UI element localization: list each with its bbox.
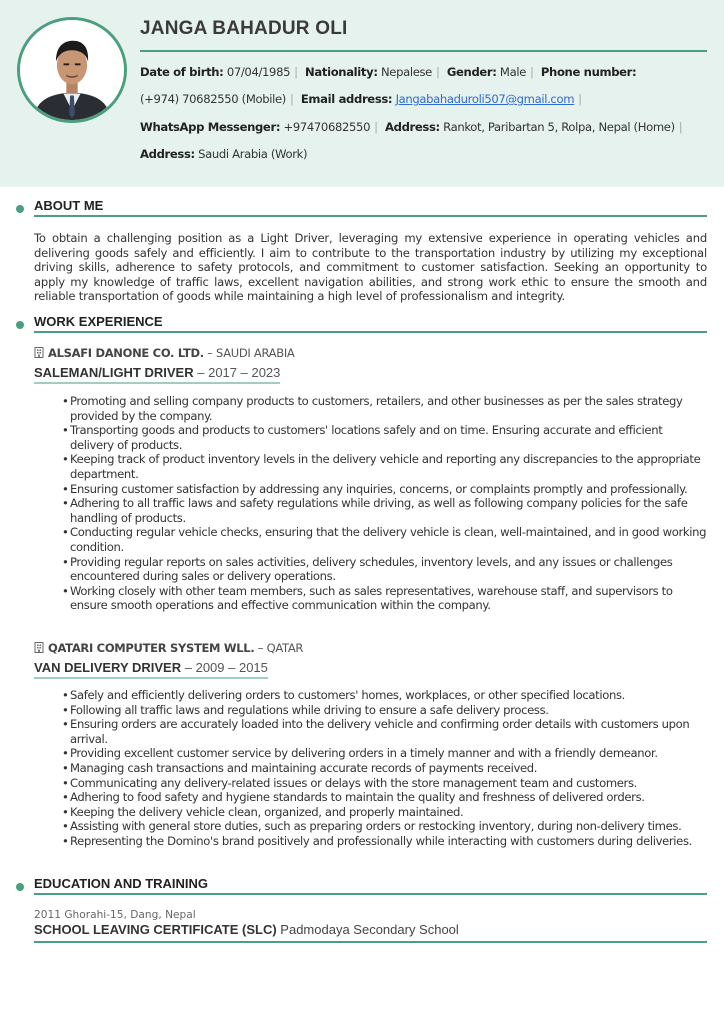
header-panel	[0, 0, 724, 187]
address-home-value: Rankot, Paribartan 5, Rolpa, Nepal (Home)	[443, 120, 675, 134]
info-line-3: WhatsApp Messenger: +97470682550 | Address: Rankot, Paribartan 5, Rolpa, Nepal (Home) |	[140, 120, 683, 134]
address-work-value: Saudi Arabia (Work)	[198, 147, 308, 161]
education-divider	[34, 893, 707, 895]
list-item: • Keeping track of product inventory levels in the delivery vehicle and reporting any discrepancies to the appropriate department.	[62, 452, 707, 481]
job-1-duties	[62, 394, 707, 613]
whatsapp-value: +97470682550	[283, 120, 371, 134]
list-item: • Representing the Domino's brand positively and professionally while interacting with customers during deliveries.	[62, 834, 707, 849]
profile-photo	[20, 20, 124, 120]
list-item: • Assisting with general store duties, such as preparing orders or restocking inventory, during non-delivery times.	[62, 819, 707, 834]
work-divider	[34, 331, 707, 333]
list-item: • Ensuring orders are accurately loaded into the delivery vehicle and confirming order details with customers upon arrival.	[62, 717, 707, 746]
education-title: EDUCATION AND TRAINING	[34, 876, 209, 891]
nationality-label: Nationality:	[305, 65, 378, 79]
education-meta: 2011 Ghorahi-15, Dang, Nepal	[34, 909, 196, 921]
dob-value: 07/04/1985	[226, 65, 291, 79]
info-line-1: Date of birth: 07/04/1985 | Nationality: Nepalese | Gender: Male | Phone number:	[140, 65, 637, 79]
job-1-dates: – 2017 – 2023	[197, 365, 281, 380]
list-item: • Managing cash transactions and maintaining accurate records of payments received.	[62, 761, 707, 776]
job-2-location: – QATAR	[257, 641, 304, 655]
email-link[interactable]: Jangabahaduroli507@gmail.com	[395, 92, 575, 106]
building-icon	[34, 347, 44, 358]
whatsapp-label: WhatsApp Messenger:	[140, 120, 281, 134]
candidate-name: JANGA BAHADUR OLI	[140, 18, 348, 39]
list-item: • Promoting and selling company products to customers, retailers, and other businesses as per the sales strategy provided by the company.	[62, 394, 707, 423]
list-item: • Providing regular reports on sales activities, delivery schedules, inventory levels, and any issues or challenges encountered during sales or delivery operations.	[62, 555, 707, 584]
list-item: • Transporting goods and products to customers' locations safely and on time. Ensuring accurate and efficient delivery of products.	[62, 423, 707, 452]
education-entry	[34, 922, 707, 943]
list-item: • Communicating any delivery-related issues or delays with the store management team and customers.	[62, 776, 707, 791]
about-divider	[34, 215, 707, 217]
education-institution: Padmodaya Secondary School	[280, 922, 459, 937]
list-item: • Safely and efficiently delivering orders to customers' homes, workplaces, or other specified locations.	[62, 688, 707, 703]
job-2-role	[34, 660, 268, 679]
dob-label: Date of birth:	[140, 65, 224, 79]
gender-label: Gender:	[446, 65, 497, 79]
info-line-2: (+974) 70682550 (Mobile) | Email address: Jangabahaduroli507@gmail.com |	[140, 92, 582, 106]
job-2-duties	[62, 688, 707, 849]
list-item: • Keeping the delivery vehicle clean, organized, and properly maintained.	[62, 805, 707, 820]
job-1-title: SALEMAN/LIGHT DRIVER	[34, 365, 194, 380]
about-title: ABOUT ME	[34, 198, 104, 213]
avatar	[17, 17, 127, 123]
list-item: • Working closely with other team members, such as sales representatives, warehouse staff, and supervisors to ensure smooth operations and effective communication within the company.	[62, 584, 707, 613]
section-bullet-icon	[16, 321, 24, 329]
list-item: • Following all traffic laws and regulations while driving to ensure a safe delivery process.	[62, 703, 707, 718]
job-2-company	[34, 641, 303, 655]
info-line-4	[140, 147, 307, 161]
list-item: • Conducting regular vehicle checks, ensuring that the delivery vehicle is clean, well-maintained, and in good working condition.	[62, 525, 707, 554]
nationality-value: Nepalese	[380, 65, 432, 79]
phone-value: (+974) 70682550 (Mobile)	[140, 92, 286, 106]
job-1-company	[34, 346, 294, 360]
job-1-location: – SAUDI ARABIA	[207, 346, 295, 360]
job-2-title: VAN DELIVERY DRIVER	[34, 660, 182, 675]
work-title: WORK EXPERIENCE	[34, 314, 163, 329]
phone-label: Phone number:	[540, 65, 637, 79]
job-1-role	[34, 365, 280, 384]
list-item: • Providing excellent customer service by delivering orders in a timely manner and with a friendly demeanor.	[62, 746, 707, 761]
building-icon	[34, 642, 44, 653]
address-work-label: Address:	[140, 147, 195, 161]
list-item: • Adhering to food safety and hygiene standards to maintain the quality and freshness of delivered orders.	[62, 790, 707, 805]
list-item: • Ensuring customer satisfaction by addressing any inquiries, concerns, or complaints promptly and professionally.	[62, 482, 707, 497]
name-divider	[140, 50, 707, 52]
job-2-company-name: QATARI COMPUTER SYSTEM WLL.	[48, 641, 255, 655]
list-item: • Adhering to all traffic laws and safety regulations while driving, as well as following company policies for the safe handling of products.	[62, 496, 707, 525]
address-label: Address:	[385, 120, 440, 134]
job-2-dates: – 2009 – 2015	[184, 660, 268, 675]
section-bullet-icon	[16, 205, 24, 213]
gender-value: Male	[499, 65, 526, 79]
job-1-company-name: ALSAFI DANONE CO. LTD.	[48, 346, 204, 360]
email-label: Email address:	[300, 92, 393, 106]
section-bullet-icon	[16, 883, 24, 891]
about-text: To obtain a challenging position as a Light Driver, leveraging my extensive experience in operating vehicles and delivering goods safely and efficiently. I aim to contribute to the transportation industry by utilizing my exceptional driving skills, adherence to safety protocols, and commitment to customer satisfaction. Seeking an opportunity to apply my knowledge of traffic laws, excellent navigation abilities, and strong work ethic to ensure the smooth and reliable transportation of goods while maintaining a high level of professionalism and integrity.	[34, 231, 707, 304]
education-qualification: SCHOOL LEAVING CERTIFICATE (SLC)	[34, 922, 277, 937]
